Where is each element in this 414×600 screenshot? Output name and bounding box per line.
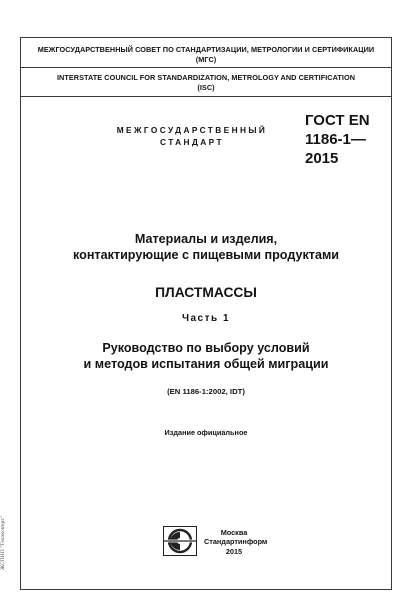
document-title (20, 231, 392, 263)
publisher-year: 2015 (225, 546, 243, 556)
header-divider-2 (20, 96, 392, 97)
gost-line3: 2015 (305, 150, 339, 167)
council-name-en: INTERSTATE COUNCIL FOR STANDARDIZATION, METROLOGY AND CERTIFICATION (56, 73, 356, 82)
gost-line1: ГОСТ EN (305, 112, 370, 129)
part-number: Часть 1 (181, 313, 231, 324)
title-line2: контактирующие с пищевыми продуктами (72, 248, 340, 262)
publisher-name: Стандартинформ (204, 537, 268, 547)
council-abbr-ru: (МГС) (195, 54, 217, 64)
margin-watermark-note: ЖСПНП "Техэксперт" (1, 515, 6, 570)
subtitle-line1: Руководство по выбору условий (102, 341, 310, 355)
publisher-city: Москва (220, 528, 248, 537)
document-subtitle (20, 340, 392, 372)
title-line1: Материалы и изделия, (134, 232, 278, 246)
plastics-heading: ПЛАСТМАССЫ (155, 285, 257, 300)
identity-reference: (EN 1186-1:2002, IDT) (167, 387, 245, 396)
standard-label-line2: СТАНДАРТ (160, 136, 224, 147)
standartinform-logo-icon (163, 526, 197, 556)
gost-line2: 1186-1— (305, 131, 366, 148)
official-edition-label: Издание официальное (164, 428, 248, 437)
gost-designation (305, 111, 370, 168)
subtitle-line2: и методов испытания общей миграции (83, 357, 329, 371)
standard-label-line1: МЕЖГОСУДАРСТВЕННЫЙ (116, 125, 268, 135)
council-abbr-en: (ISC) (197, 82, 215, 92)
council-name-ru: МЕЖГОСУДАРСТВЕННЫЙ СОВЕТ ПО СТАНДАРТИЗАЦИИ, МЕТРОЛОГИИ И СЕРТИФИКАЦИИ (37, 45, 375, 54)
council-header-ru (20, 45, 392, 64)
publisher-block (204, 528, 268, 556)
interstate-standard-label (112, 125, 272, 148)
header-divider-1 (20, 67, 392, 68)
council-header-en (20, 73, 392, 92)
